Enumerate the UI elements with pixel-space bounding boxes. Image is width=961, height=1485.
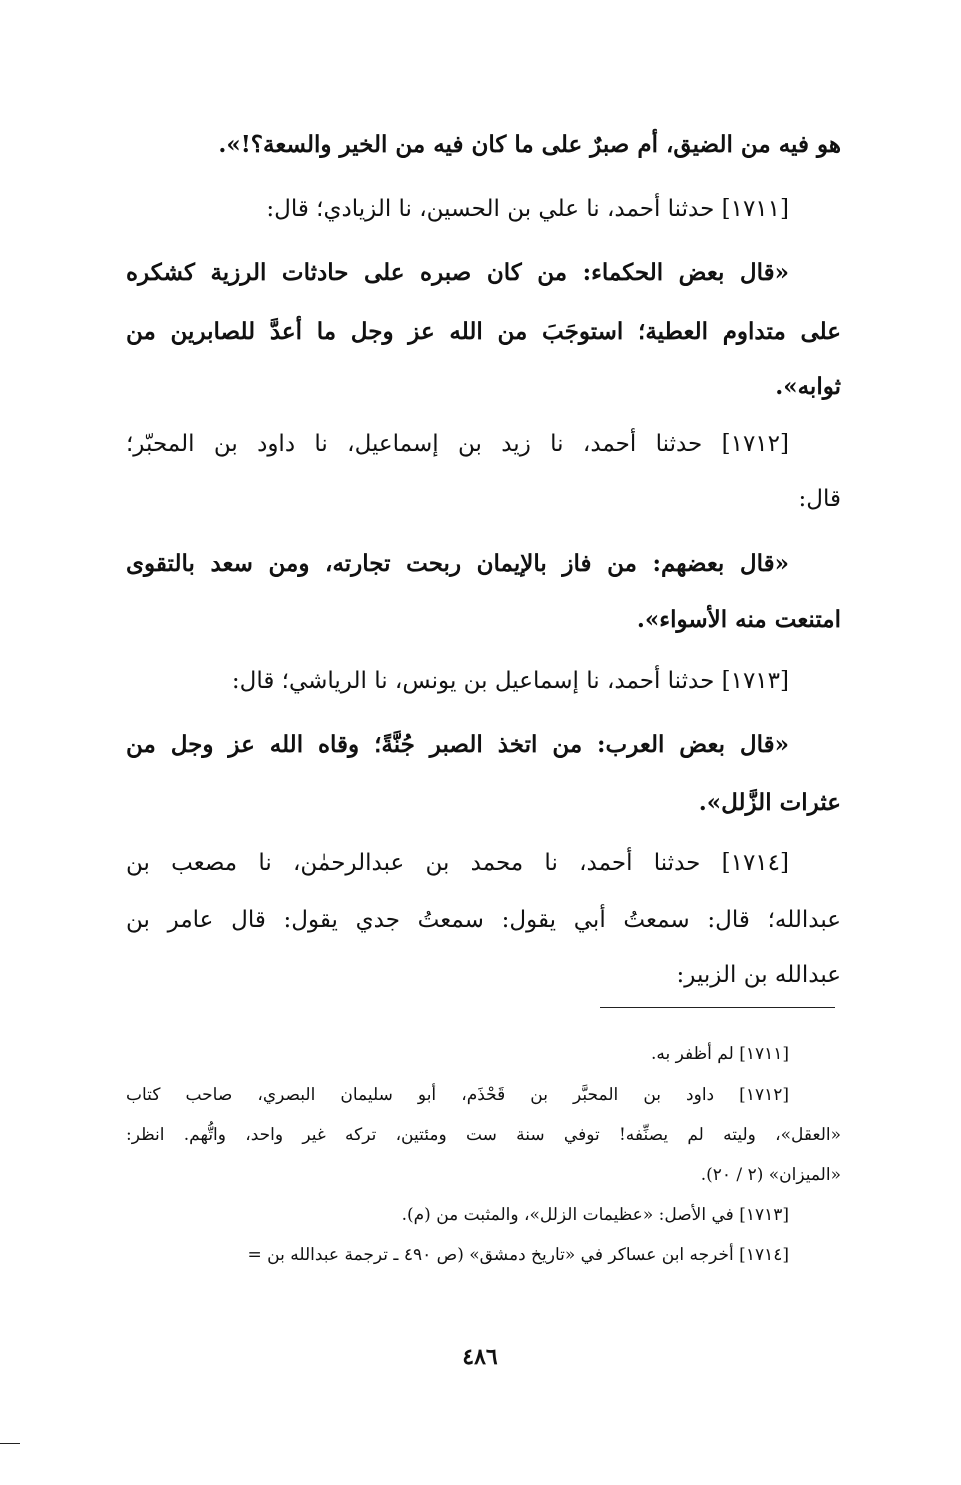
text-line-quote-1712-b: امتنعت منه الأسواء». — [636, 606, 841, 633]
text-line-hadith-1712-b: قال: — [798, 486, 841, 512]
footnote-1711: [١٧١١] لم أظفر به. — [651, 1044, 789, 1064]
text-line-quote-1713-b: عثرات الزَّلل». — [698, 789, 841, 816]
text-line-quote-1713-a: «قال بعض العرب: من اتخذ الصبر جُنَّةً؛ وقاه الله عز وجل من — [126, 731, 789, 758]
text-line-quote-1711-a: «قال بعض الحكماء: من كان صبره على حادثات الرزية كشكره — [126, 259, 789, 286]
footnote-1712-b: «العقل»، وليته لم يصنِّفه! توفي سنة ست ومئتين، تركه غير واحد، واتُّهم. انظر: — [126, 1125, 841, 1145]
text-line-hadith-1714-c: عبدالله بن الزبير: — [676, 962, 841, 988]
text-line-quote-1711-b: على متداوم العطية؛ استوجَبَ من الله عز وجل ما أعدَّ للصابرين من — [126, 318, 841, 345]
text-line-hadith-1714-a: [١٧١٤] حدثنا أحمد، نا محمد بن عبدالرحمٰن، نا مصعب بن — [126, 850, 789, 876]
footnote-separator — [600, 1007, 835, 1008]
footnote-1712-c: «الميزان» (٢ / ٢٠). — [700, 1165, 841, 1185]
text-line-hadith-1714-b: عبدالله؛ قال: سمعتُ أبي يقول: سمعتُ جدي يقول: قال عامر بن — [126, 907, 841, 933]
text-line-quote-1711-c: ثوابه». — [775, 373, 841, 400]
text-line-quote-1712-a: «قال بعضهم: من فاز بالإيمان ربحت تجارته، ومن سعد بالتقوى — [126, 550, 790, 577]
page-number: ٤٨٦ — [462, 1344, 498, 1370]
text-line-hadith-1712-a: [١٧١٢] حدثنا أحمد، نا زيد بن إسماعيل، نا داود بن المحبّر؛ — [126, 431, 789, 457]
footnote-1714: [١٧١٤] أخرجه ابن عساكر في «تاريخ دمشق» (ص ٤٩٠ ـ ترجمة عبدالله بن = — [247, 1245, 789, 1265]
text-line-hadith-1713: [١٧١٣] حدثنا أحمد، نا إسماعيل بن يونس، نا الرياشي؛ قال: — [231, 668, 789, 694]
text-line-continuation: هو فيه من الضيق، أم صبرٌ على ما كان فيه من الخير والسعة؟!». — [218, 131, 841, 158]
text-line-hadith-1711: [١٧١١] حدثنا أحمد، نا علي بن الحسين، نا الزيادي؛ قال: — [266, 196, 789, 222]
footnote-1712-a: [١٧١٢] داود بن المحبَّر بن قَحْذَم، أبو سليمان البصري، صاحب كتاب — [126, 1085, 789, 1105]
edge-mark — [0, 1443, 20, 1444]
footnote-1713: [١٧١٣] في الأصل: «عظيمات الزلل»، والمثبت من (م). — [401, 1205, 789, 1225]
